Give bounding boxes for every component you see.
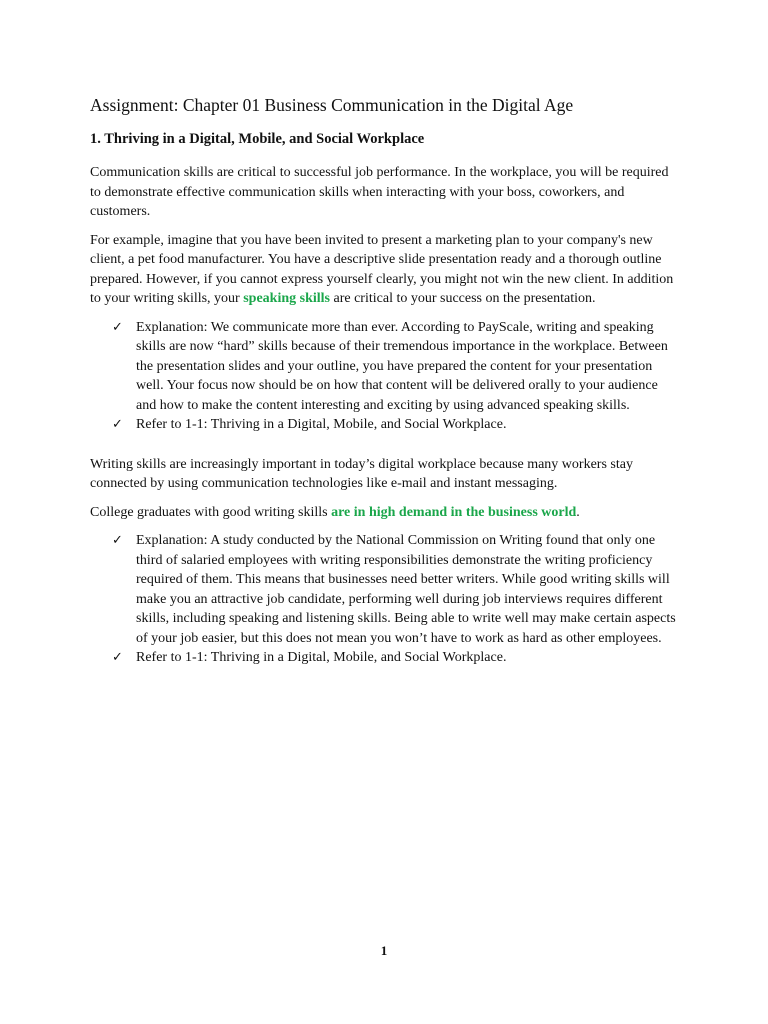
check-mark-icon: ✓ — [112, 533, 123, 548]
paragraph-example-text: For example, imagine that you have been invited to present a marketing plan to your company's new client, a pet food manufacturer. You have a descriptive slide presentation ready and a thorough outline prepared. However, if you cannot express yourself clearly, you might not win the new client. In addition to your writing skills, your — [90, 232, 674, 306]
paragraph-writing-skills: Writing skills are increasingly important in today’s digital workplace because many workers stay connected by using communication technologies like e-mail and instant messaging. — [90, 456, 633, 491]
list-item-text: Refer to 1-1: Thriving in a Digital, Mobile, and Social Workplace. — [136, 417, 507, 432]
check-mark-icon: ✓ — [112, 319, 123, 335]
paragraph-communication-skills: Communication skills are critical to successful job performance. In the workplace, you will be required to demonstrate effective communication skills when interacting with your boss, coworkers, and customers. — [90, 165, 669, 219]
paragraph-example-text-end: are critical to your success on the presentation. — [330, 291, 596, 306]
check-mark-icon: ✓ — [112, 417, 123, 432]
paragraph-college-graduates — [90, 503, 680, 523]
highlight-speaking-skills: speaking skills — [243, 291, 330, 306]
paragraph-example — [90, 231, 680, 309]
explanation-list-1 — [90, 318, 680, 435]
check-mark-icon: ✓ — [112, 650, 123, 665]
document-content — [90, 94, 680, 668]
list-item-text: Explanation: A study conducted by the National Commission on Writing found that only one third of salaried employees with writing responsibilities demonstrate the writing proficiency required of them. This means that businesses need better writers. While good writing skills will make you an attractive job candidate, performing well during job interviews requires different skills, including speaking and listening skills. Being able to write well may make certain aspects of your job easier, but this does not mean you won’t have to work as hard as other employees. — [136, 533, 676, 646]
list-item — [90, 415, 680, 435]
page-number: 1 — [380, 943, 388, 958]
spacer — [90, 435, 680, 455]
explanation-list-2 — [90, 531, 680, 668]
list-item-text: Explanation: We communicate more than ever. According to PayScale, writing and speaking skills are now “hard” skills because of their tremendous importance in the workplace. Between the presentation slides and your outline, you have prepared the content for your presentation well. Your focus now should be on how that content will be delivered orally to your audience and how to make the content interesting and exciting by using advanced speaking skills. — [136, 319, 668, 413]
list-item-text: Refer to 1-1: Thriving in a Digital, Mobile, and Social Workplace. — [136, 650, 507, 665]
paragraph-college-text: College graduates with good writing skills — [90, 504, 332, 520]
section-heading: 1. Thriving in a Digital, Mobile, and Social Workplace — [90, 131, 425, 147]
list-item — [90, 318, 680, 416]
highlight-high-demand: are in high demand in the business world — [331, 504, 577, 520]
paragraph-college-text-end: . — [576, 504, 580, 520]
list-item — [90, 531, 680, 648]
document-title: Assignment: Chapter 01 Business Communication in the Digital Age — [90, 95, 574, 115]
list-item — [90, 648, 680, 668]
